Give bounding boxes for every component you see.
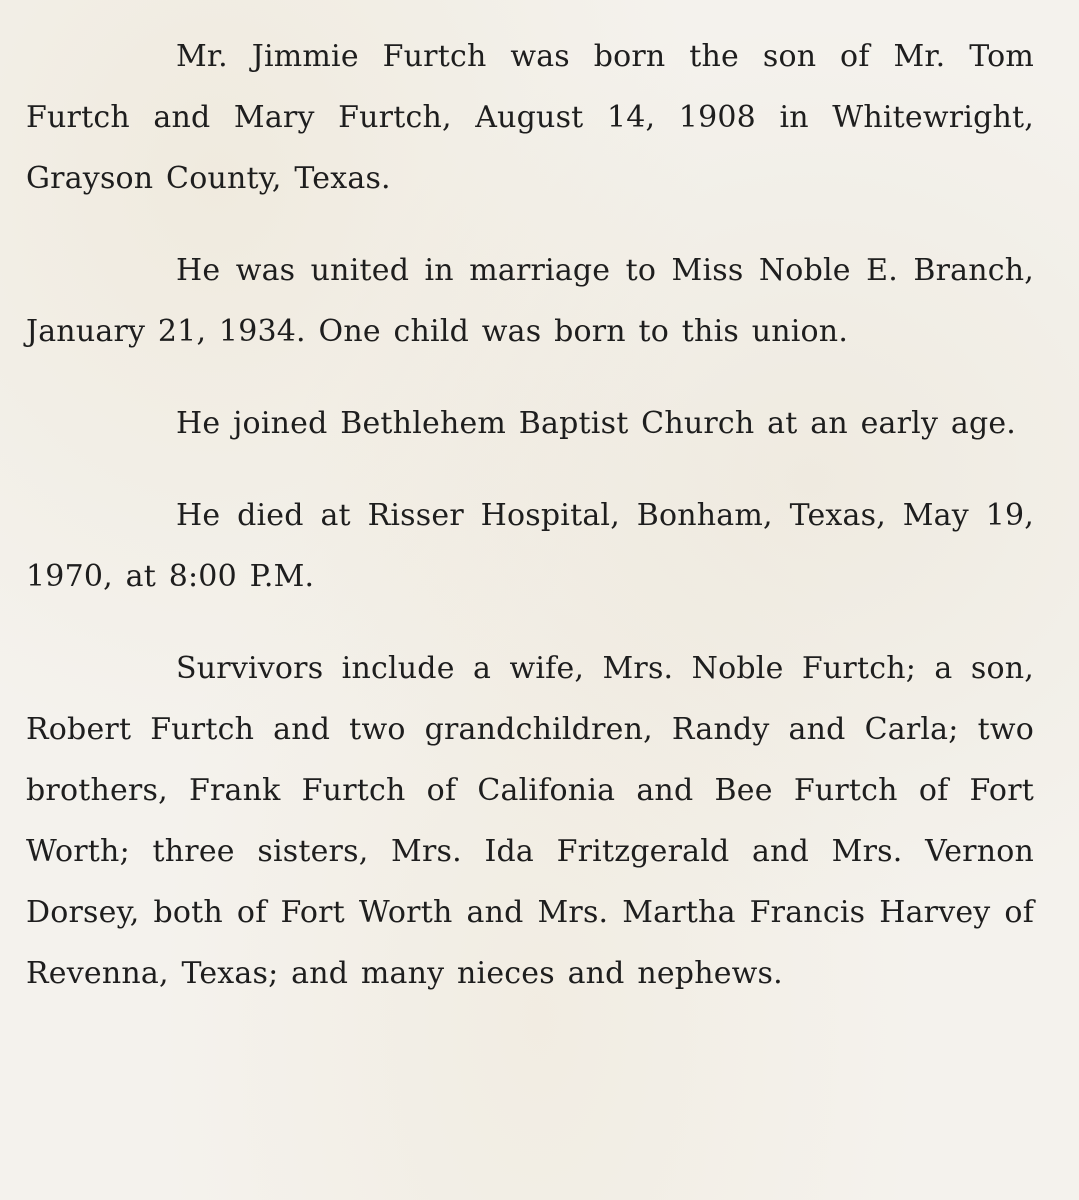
paragraph-survivors: Survivors include a wife, Mrs. Noble Furtch; a son, Robert Furtch and two grandchildren, Randy and Carla; two brothers, Frank Furtch of Califonia and Bee Furtch of Fort Worth; three sisters, Mrs. Ida Fritzgerald and Mrs. Vernon Dorsey, both of Fort Worth and Mrs. Martha Francis Harvey of Revenna, Texas; and many nieces and nephews.	[26, 651, 1034, 991]
paragraph-death: He died at Risser Hospital, Bonham, Texas, May 19, 1970, at 8:00 P.M.	[26, 498, 1034, 594]
obituary-text	[26, 26, 1034, 1035]
paragraph-birth: Mr. Jimmie Furtch was born the son of Mr. Tom Furtch and Mary Furtch, August 14, 1908 in Whitewright, Grayson County, Texas.	[26, 39, 1034, 196]
paragraph-church: He joined Bethlehem Baptist Church at an early age.	[176, 406, 1017, 441]
paragraph-marriage: He was united in marriage to Miss Noble E. Branch, January 21, 1934. One child was born to this union.	[26, 253, 1034, 349]
